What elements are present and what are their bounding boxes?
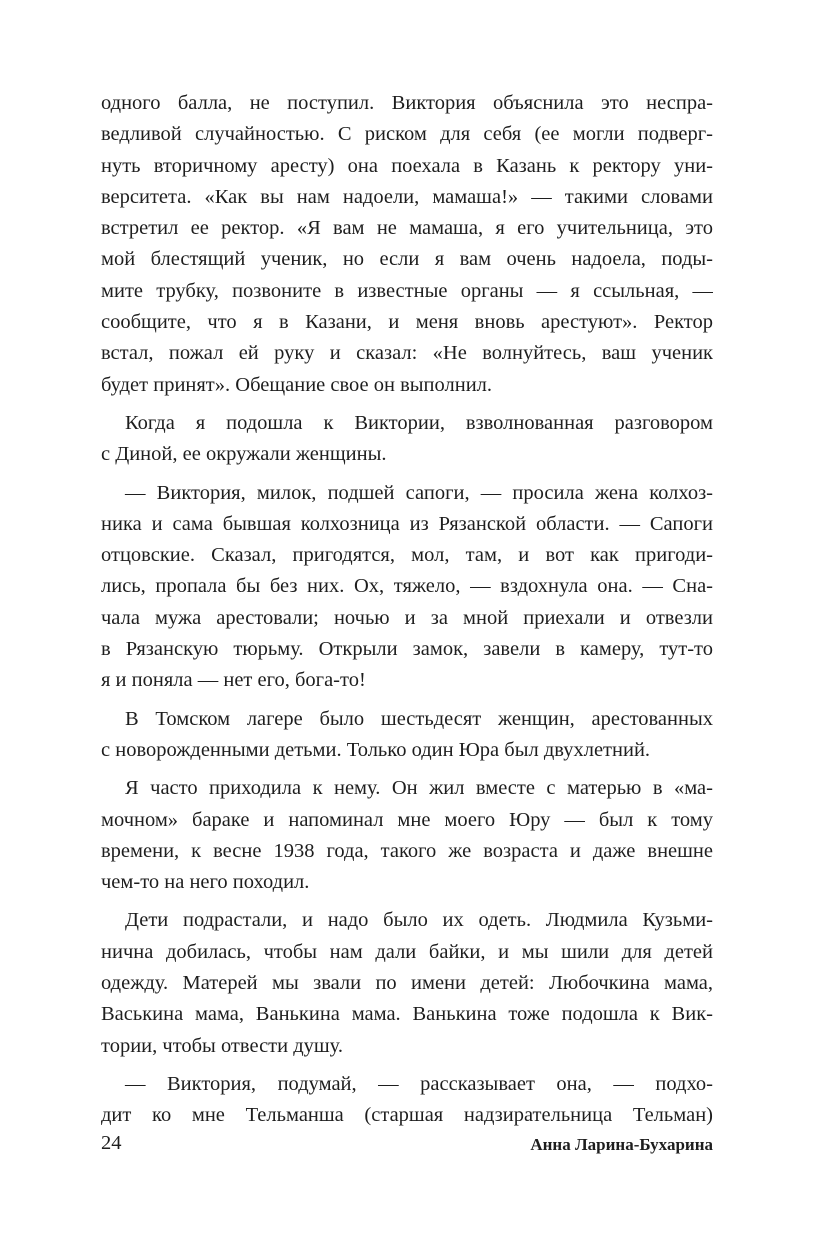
text-line: одного балла, не поступил. Виктория объяснила это неспра- [101,92,713,114]
text-line: встал, пожал ей руку и сказал: «Не волнуйтесь, ваш ученик [101,342,713,365]
text-line: одежду. Матерей мы звали по имени детей: Любочкина мама, [101,972,713,995]
text-line: ведливой случайностью. С риском для себя (ее могли подверг- [101,123,713,146]
text-line: верситета. «Как вы нам надоели, мамаша!» — такими словами [101,185,713,208]
text-line: чала мужа арестовали; ночью и за мной приехали и отвезли [101,606,713,629]
text-line: чем-то на него походил. [101,871,310,894]
text-line: В Томском лагере было шестьдесят женщин, арестованных [125,707,713,730]
body-text [101,88,713,1132]
text-line: времени, к весне 1938 года, такого же возраста и даже внешне [101,839,713,862]
text-line: ника и сама бывшая колхозница из Рязанской области. — Сапоги [101,512,713,535]
text-line: мите трубку, позвоните в известные органы — я ссыльная, — [101,279,713,302]
page-number: 24 [101,1132,122,1154]
text-line: Дети подрастали, и надо было их одеть. Людмила Кузьми- [125,909,713,932]
text-line: с новорожденными детьми. Только один Юра был двухлетний. [101,738,651,761]
text-line: нуть вторичному аресту) она поехала в Казань к ректору уни- [101,154,713,177]
text-line: — Виктория, милок, подшей сапоги, — просила жена колхоз- [125,481,713,504]
running-head-author: Анна Ларина-Бухарина [530,1135,713,1154]
text-line: лись, пропала бы без них. Ох, тяжело, — вздохнула она. — Сна- [101,575,713,598]
text-line: Я часто приходила к нему. Он жил вместе с матерью в «ма- [125,777,713,800]
text-line: тории, чтобы отвести душу. [101,1034,344,1057]
text-line: с Диной, ее окружали женщины. [101,443,387,466]
text-line: будет принят». Обещание свое он выполнил. [101,373,493,396]
text-line: Когда я подошла к Виктории, взволнованная разговором [125,411,713,434]
text-line: мочном» бараке и напоминал мне моего Юру — был к тому [101,808,713,831]
text-line: сообщите, что я в Казани, и меня вновь арестуют». Ректор [101,311,713,334]
text-line: нична добилась, чтобы нам дали байки, и мы шили для детей [101,940,713,963]
text-line: отцовские. Сказал, пригодятся, мол, там, и вот как пригоди- [101,544,713,567]
text-line: дит ко мне Тельманша (старшая надзирательница Тельман) [101,1104,713,1127]
text-line: я и поняла — нет его, бога-то! [101,669,366,692]
text-line: Васькина мама, Ванькина мама. Ванькина тоже подошла к Вик- [101,1003,713,1026]
text-line: в Рязанскую тюрьму. Открыли замок, завели в камеру, тут-то [101,638,713,661]
text-line: встретил ее ректор. «Я вам не мамаша, я его учительница, это [101,217,713,240]
text-line: — Виктория, подумай, — рассказывает она, — подхо- [125,1072,713,1095]
text-line: мой блестящий ученик, но если я вам очень надоела, поды- [101,248,713,271]
